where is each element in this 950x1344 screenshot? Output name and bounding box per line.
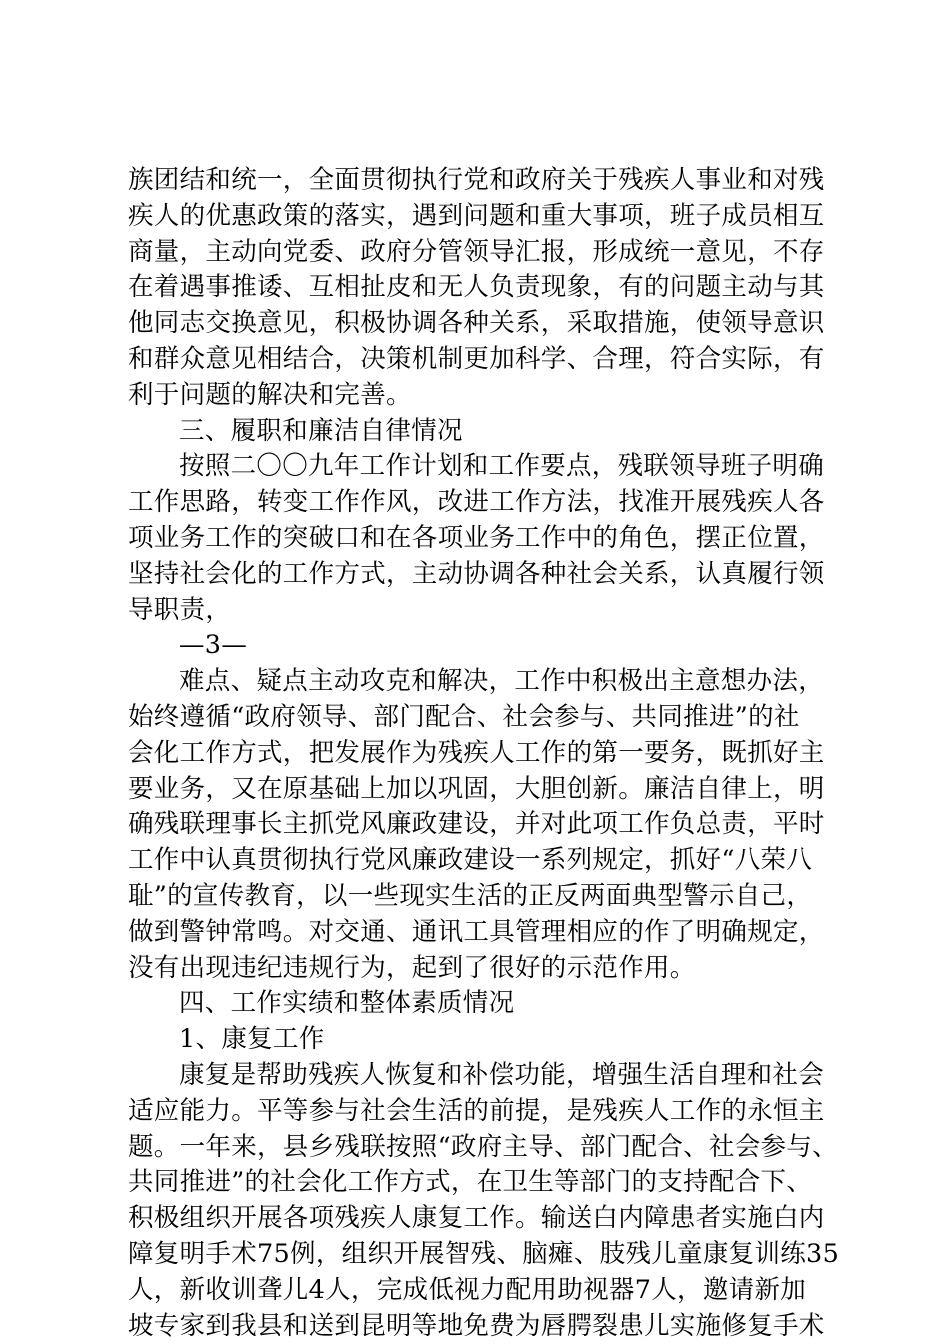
text-line: 1、康复工作 (179, 1024, 325, 1055)
text-line: 题。一年来，县乡残联按照“政府主导、部门配合、社会参与、 (128, 1131, 838, 1162)
text-line: 坡专家到我县和送到昆明等地免费为唇腭裂患儿实施修复手术 (128, 1310, 825, 1341)
text-line: 他同志交换意见，积极协调各种关系，采取措施，使领导意识 (128, 308, 825, 339)
text-line: 在着遇事推诿、互相扯皮和无人负责现象，有的问题主动与其 (128, 272, 825, 303)
text-line: 人，新收训聋儿4人，完成低视力配用助视器7人，邀请新加 (128, 1274, 807, 1305)
text-line: 疾人的优惠政策的落实，遇到问题和重大事项，班子成员相互 (128, 200, 825, 231)
text-line: 会化工作方式，把发展作为残疾人工作的第一要务，既抓好主 (128, 737, 825, 768)
text-line: 和群众意见相结合，决策机制更加科学、合理，符合实际，有 (128, 343, 825, 374)
text-line: 难点、疑点主动攻克和解决，工作中积极出主意想办法， (179, 666, 825, 697)
text-line: 积极组织开展各项残疾人康复工作。输送白内障患者实施白内 (128, 1203, 825, 1234)
text-line: 共同推进”的社会化工作方式，在卫生等部门的支持配合下、 (128, 1167, 813, 1198)
text-line: 耻”的宣传教育，以一些现实生活的正反两面典型警示自己， (128, 880, 813, 911)
text-line: 始终遵循“政府领导、部门配合、社会参与、共同推进”的社 (128, 701, 800, 732)
text-line: 适应能力。平等参与社会生活的前提，是残疾人工作的永恒主 (128, 1095, 825, 1126)
text-line: 商量，主动向党委、政府分管领导汇报，形成统一意见，不存 (128, 236, 825, 267)
document-body (128, 163, 848, 1344)
text-line: 确残联理事长主抓党风廉政建设，并对此项工作负总责，平时 (128, 809, 825, 840)
text-line: 三、履职和廉洁自律情况 (179, 415, 463, 446)
text-line: 障复明手术75例，组织开展智残、脑瘫、肢残儿童康复训练35 (128, 1238, 840, 1269)
text-line: 族团结和统一，全面贯彻执行党和政府关于残疾人事业和对残 (128, 165, 825, 195)
text-line: 工作思路，转变工作作风，改进工作方法，找准开展残疾人各 (128, 487, 825, 518)
text-line: 项业务工作的突破口和在各项业务工作中的角色，摆正位置， (128, 522, 825, 553)
text-line: 利于问题的解决和完善。 (128, 379, 412, 410)
text-line: 四、工作实绩和整体素质情况 (179, 988, 515, 1019)
text-line: 要业务，又在原基础上加以巩固，大胆创新。廉洁自律上，明 (128, 773, 825, 804)
text-line: 没有出现违纪违规行为，起到了很好的示范作用。 (128, 952, 696, 983)
text-line: 按照二〇〇九年工作计划和工作要点，残联领导班子明确 (179, 451, 825, 482)
text-line: 做到警钟常鸣。对交通、通讯工具管理相应的作了明确规定， (128, 916, 825, 947)
text-line: 康复是帮助残疾人恢复和补偿功能，增强生活自理和社会 (179, 1059, 825, 1090)
text-line: 工作中认真贯彻执行党风廉政建设一系列规定，抓好“八荣八 (128, 845, 813, 876)
text-line: 坚持社会化的工作方式，主动协调各种社会关系，认真履行领 (128, 558, 825, 589)
text-line: —3— (179, 630, 248, 661)
text-line: 导职责， (128, 594, 232, 625)
